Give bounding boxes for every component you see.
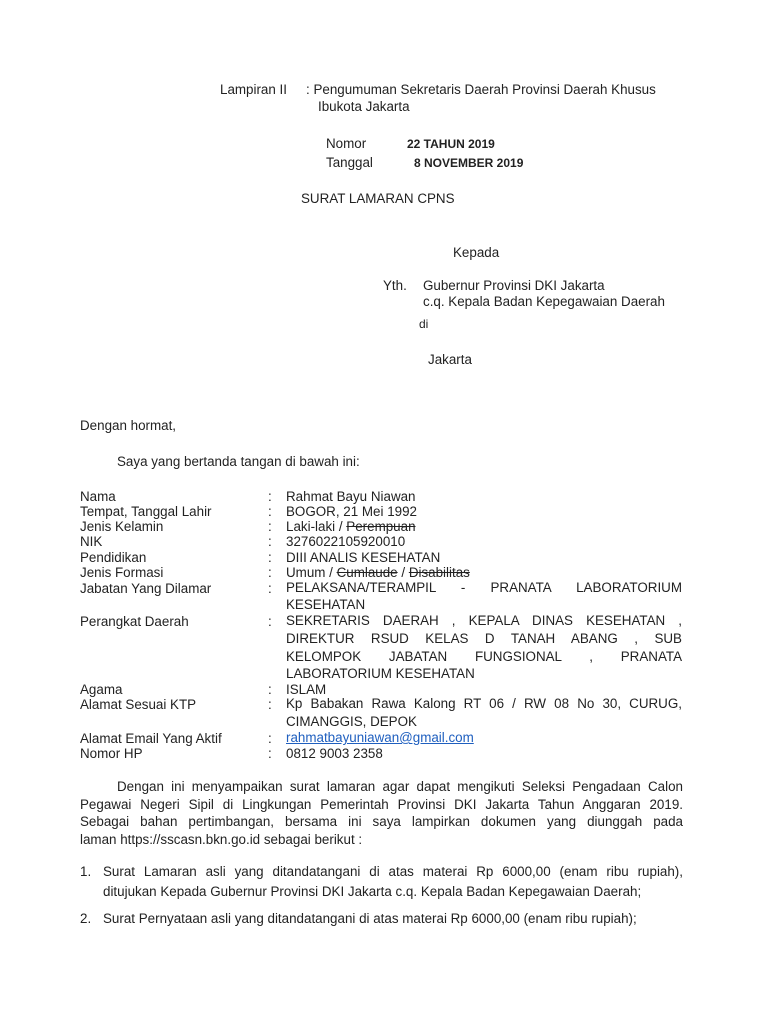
field-value-agama: ISLAM <box>286 682 327 697</box>
field-colon: : <box>268 746 272 761</box>
kepada: Kepada <box>453 245 500 260</box>
field-colon: : <box>268 731 272 746</box>
list-item-1 <box>103 862 683 902</box>
field-value-alamat-line-1: Kp Babakan Rawa Kalong RT 06 / RW 08 No 30, CURUG, <box>286 696 682 711</box>
list-item-1-line-1: Surat Lamaran asli yang ditandatangani di atas materai Rp 6000,00 (enam ribu rupiah), <box>103 864 683 879</box>
lampiran-label: Lampiran II <box>220 82 287 97</box>
option-perempuan-struck: Perempuan <box>346 519 416 534</box>
field-label-nama: Nama <box>80 489 116 504</box>
field-value-perangkat-line-2: DIREKTUR RSUD KELAS D TANAH ABANG , SUB <box>286 631 682 646</box>
nomor-label: Nomor <box>326 136 367 151</box>
body-line-2: Pegawai Negeri Sipil di Lingkungan Pemerintah Provinsi DKI Jakarta Tahun Anggaran 2019. <box>80 796 683 812</box>
list-item-2-line-1: Surat Pernyataan asli yang ditandatangani di atas materai Rp 6000,00 (enam ribu rupiah); <box>103 911 637 926</box>
field-value-hp: 0812 9003 2358 <box>286 746 383 761</box>
document-title: SURAT LAMARAN CPNS <box>301 191 455 206</box>
field-value-ttl: BOGOR, 21 Mei 1992 <box>286 504 417 519</box>
lampiran-text-2: Ibukota Jakarta <box>318 99 410 114</box>
body-line-3: Sebagai bahan pertimbangan, bersama ini saya lampirkan dokumen yang diunggah pada <box>80 814 683 829</box>
field-label-agama: Agama <box>80 682 123 697</box>
list-item-number: 1. <box>80 864 92 879</box>
body-paragraph <box>80 778 683 848</box>
field-label-alamat: Alamat Sesuai KTP <box>80 697 197 712</box>
field-colon: : <box>268 489 272 504</box>
field-value-pendidikan: DIII ANALIS KESEHATAN <box>286 550 441 565</box>
tanggal-label: Tanggal <box>326 155 373 170</box>
field-colon: : <box>268 697 272 712</box>
intro-text: Saya yang bertanda tangan di bawah ini: <box>117 454 360 469</box>
option-cumlaude-struck: Cumlaude <box>336 565 398 580</box>
field-label-nik: NIK <box>80 534 103 549</box>
field-label-jenis-formasi: Jenis Formasi <box>80 565 164 580</box>
field-label-pendidikan: Pendidikan <box>80 550 147 565</box>
option-disabilitas-struck: Disabilitas <box>408 565 470 580</box>
field-colon: : <box>268 565 272 580</box>
field-value-perangkat-line-1: SEKRETARIS DAERAH , KEPALA DINAS KESEHATAN , <box>286 613 682 628</box>
field-value-nik: 3276022105920010 <box>286 534 406 549</box>
field-label-jabatan: Jabatan Yang Dilamar <box>80 581 212 596</box>
yth: Yth. <box>383 278 407 293</box>
field-colon: : <box>268 519 272 534</box>
field-colon: : <box>268 550 272 565</box>
option-laki-laki: Laki-laki / <box>286 519 347 534</box>
recipient-line-2: c.q. Kepala Badan Kepegawaian Daerah <box>423 294 665 309</box>
field-colon: : <box>268 614 272 629</box>
list-item-1-line-2: ditujukan Kepada Gubernur Provinsi DKI Jakarta c.q. Kepala Badan Kepegawaian Daerah; <box>103 884 642 899</box>
field-value-jabatan-line-2: KESEHATAN <box>286 597 366 612</box>
field-value-perangkat-line-3: KELOMPOK JABATAN FUNGSIONAL , PRANATA <box>286 649 682 664</box>
field-label-email: Alamat Email Yang Aktif <box>80 731 222 746</box>
list-item-2 <box>103 909 683 929</box>
recipient-di: di <box>419 317 429 331</box>
tanggal-value: 8 NOVEMBER 2019 <box>414 156 524 170</box>
field-colon: : <box>268 534 272 549</box>
field-value-perangkat-line-4: LABORATORIUM KESEHATAN <box>286 666 475 681</box>
option-umum: Umum / <box>286 565 337 580</box>
list-item-number: 2. <box>80 911 92 926</box>
lampiran-text-1: : Pengumuman Sekretaris Daerah Provinsi Daerah Khusus <box>306 82 656 97</box>
option-separator: / <box>397 565 409 580</box>
field-value-jenis-kelamin <box>286 519 416 534</box>
field-colon: : <box>268 504 272 519</box>
field-label-hp: Nomor HP <box>80 746 143 761</box>
recipient-line-1: Gubernur Provinsi DKI Jakarta <box>423 278 605 293</box>
recipient-city: Jakarta <box>428 352 472 367</box>
field-label-ttl: Tempat, Tanggal Lahir <box>80 504 212 519</box>
salutation: Dengan hormat, <box>80 418 177 433</box>
field-value-nama: Rahmat Bayu Niawan <box>286 489 416 504</box>
body-line-1: Dengan ini menyampaikan surat lamaran agar dapat mengikuti Seleksi Pengadaan Calon <box>117 779 683 794</box>
field-colon: : <box>268 581 272 596</box>
body-line-4: laman https://sscasn.bkn.go.id sebagai berikut : <box>80 831 363 847</box>
field-value-jenis-formasi <box>286 565 470 580</box>
field-label-jenis-kelamin: Jenis Kelamin <box>80 519 164 534</box>
field-value-jabatan-line-1: PELAKSANA/TERAMPIL - PRANATA LABORATORIUM <box>286 580 682 595</box>
field-value-alamat-line-2: CIMANGGIS, DEPOK <box>286 714 417 729</box>
email-link[interactable]: rahmatbayuniawan@gmail.com <box>286 730 474 745</box>
nomor-value: 22 TAHUN 2019 <box>407 137 495 151</box>
field-colon: : <box>268 682 272 697</box>
field-label-perangkat: Perangkat Daerah <box>80 614 189 629</box>
